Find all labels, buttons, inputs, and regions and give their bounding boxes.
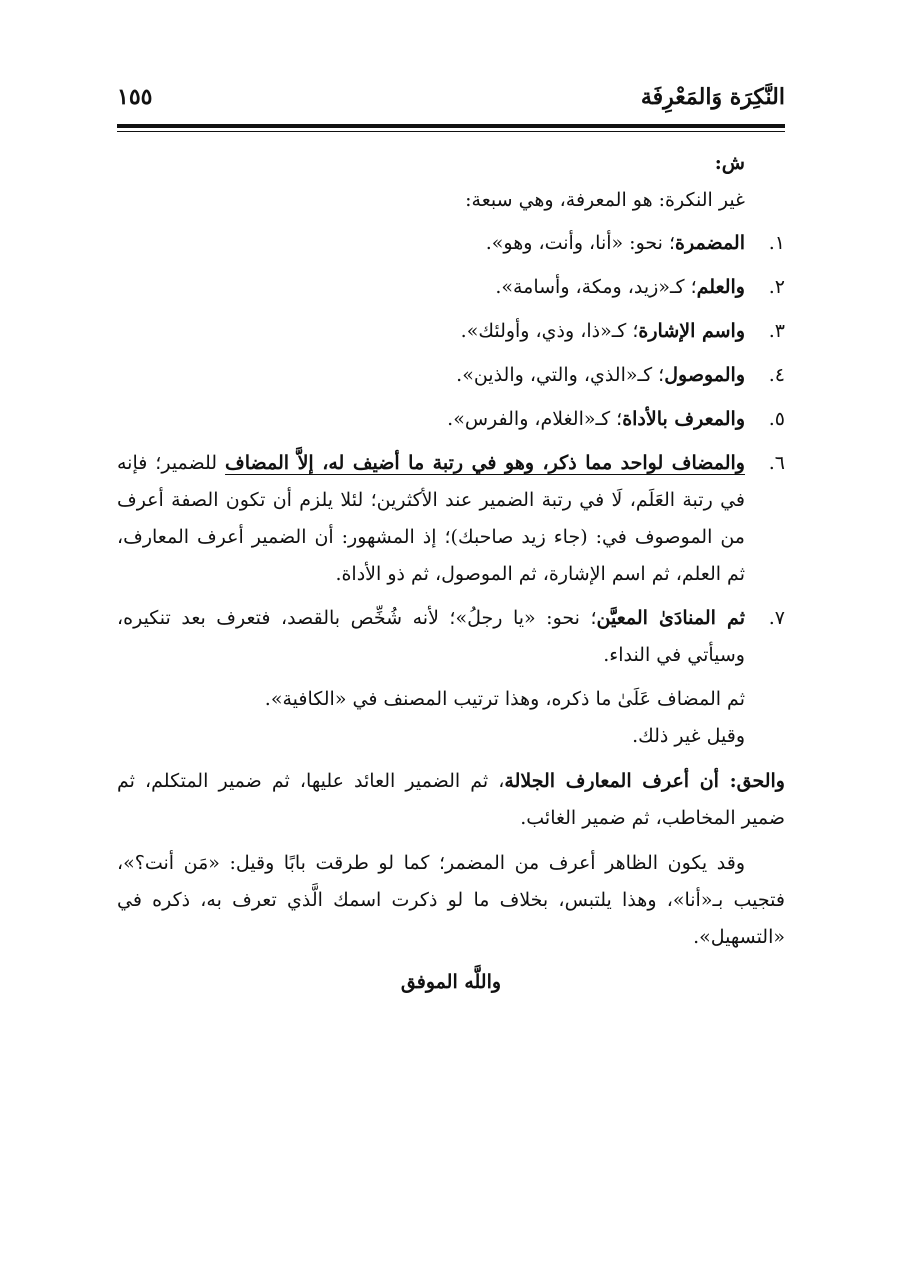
list-item-text: ؛ كـ«ذا، وذي، وأولئك». [460,320,639,342]
list-item-number: ٢. [768,276,785,298]
list-item-term: والعلم [696,276,745,298]
list-item-number: ٤. [768,364,785,386]
after-list-line: وقيل غير ذلك. [632,725,745,747]
list-item-term: ثم المنادَىٰ المعيَّن [596,607,745,629]
final-paragraph: وقد يكون الظاهر أعرف من المضمر؛ كما لو طرقت بابًا وقيل: «مَن أنت؟»، فتجيب بـ«أنا»، وهذا يلتبس، بخلاف ما لو ذكرت اسمك الَّذي تعرف به، ذكره في «التسهيل». [117,852,785,948]
truth-text: ، ثم الضمير العائد عليها، ثم ضمير المتكلم، ثم ضمير المخاطب، ثم ضمير الغائب. [117,770,785,829]
header-rule-thin [117,131,785,132]
list-item [117,401,785,438]
running-header [117,84,785,120]
list-item-text: ؛ كـ«زيد، ومكة، وأسامة». [495,276,697,298]
list-item [117,269,785,306]
list-item-term: المضمرة [675,232,745,254]
list-item-text: ؛ نحو: «يا رجلُ»؛ لأنه شُخِّص بالقصد، فتعرف بعد تنكيره، وسيأتي في النداء. [117,607,745,666]
truth-paragraph [117,763,785,837]
page-number: ١٥٥ [117,84,153,110]
list-item-term: والمضاف لواحد مما ذكر، وهو في رتبة ما أضيف له، إلاَّ المضاف [225,452,745,474]
list-item-number: ٣. [768,320,785,342]
list-item [117,313,785,350]
list-item [117,445,785,593]
after-list-line: ثم المضاف عَلَىٰ ما ذكره، وهذا ترتيب المصنف في «الكافية». [264,688,745,710]
list-item [117,600,785,674]
list-item-term: واسم الإشارة [638,320,745,342]
page-body [117,145,785,1001]
list-item-text: ؛ نحو: «أنا، وأنت، وهو». [485,232,676,254]
list-item-number: ٦. [768,452,785,474]
list-item-text: ؛ كـ«الذي، والتي، والذين». [456,364,665,386]
intro-line: غير النكرة: هو المعرفة، وهي سبعة: [465,189,745,211]
truth-term: والحق: أن أعرف المعارف الجلالة [504,770,785,792]
list-item-text: للضمير؛ فإنه في رتبة العَلَم، لَا في رتبة الضمير عند الأكثرين؛ لئلا يلزم أن تكون الصفة أعرف من الموصوف في: (جاء زيد صاحبك)؛ إذ المشهور: أن الضمير أعرف المعارف، ثم العلم، ثم اسم الإشارة، ثم الموصول، ثم ذو الأداة. [117,452,745,585]
list-item-term: والموصول [664,364,745,386]
list-item-text: ؛ كـ«الغلام، والفرس». [447,408,623,430]
list-item-number: ١. [768,232,785,254]
list-item-term: والمعرف بالأداة [622,408,745,430]
list-item-number: ٥. [768,408,785,430]
list-item [117,225,785,262]
list-item [117,357,785,394]
closing-phrase: واللَّه الموفق [400,971,502,993]
header-rule-thick [117,124,785,128]
chapter-title: النَّكِرَة وَالمَعْرِفَة [640,84,785,110]
list-item-number: ٧. [768,607,785,629]
commentary-label: ش: [714,152,745,174]
definite-types-list [117,225,785,674]
